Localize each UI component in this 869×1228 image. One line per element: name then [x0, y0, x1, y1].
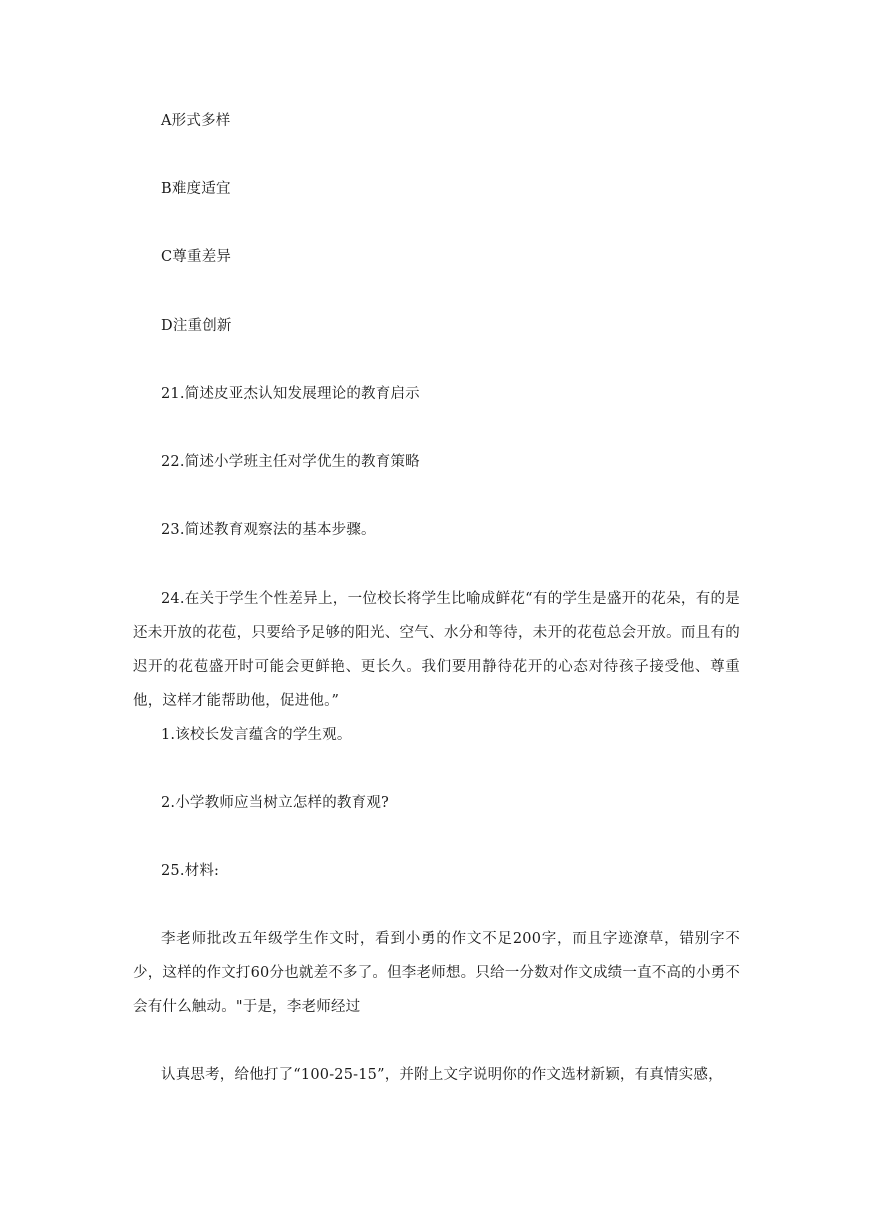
- sub-question-2: 2.小学教师应当树立怎样的教育观?: [161, 795, 390, 811]
- question-24: 24.在关于学生个性差异上，一位校长将学生比喻成鲜花“有的学生是盛开的花朵，有的是还未开放的花苞，只要给予足够的阳光、空气、水分和等待，未开的花苞总会开放。而且有的迟开的花苞盛开时可能会更鲜艳、更长久。我们要用静待花开的心态对待孩子接受他、尊重他，这样才能帮助他，促进他。”: [133, 591, 740, 709]
- sub-question-1: 1.该校长发言蕴含的学生观。: [161, 727, 352, 743]
- material-paragraph-2: 认真思考，给他打了“100-25-15”，并附上文字说明你的作文选材新颖，有真情实感，: [161, 1067, 723, 1083]
- question-25: 25.材料:: [161, 863, 220, 879]
- material-paragraph-1: 李老师批改五年级学生作文时，看到小勇的作文不足200字，而且字迹潦草，错别字不少，这样的作文打60分也就差不多了。但李老师想。只给一分数对作文成绩一直不高的小勇不会有什么触动。"于是，李老师经过: [133, 931, 740, 1015]
- option-a: A形式多样: [161, 113, 231, 129]
- option-b: B难度适宜: [161, 181, 231, 197]
- option-c: C尊重差异: [161, 249, 232, 265]
- question-22: 22.简述小学班主任对学优生的教育策略: [161, 454, 420, 470]
- option-d: D注重创新: [161, 318, 232, 334]
- question-21: 21.简述皮亚杰认知发展理论的教育启示: [161, 386, 420, 402]
- question-23: 23.简述教育观察法的基本步骤。: [161, 522, 376, 538]
